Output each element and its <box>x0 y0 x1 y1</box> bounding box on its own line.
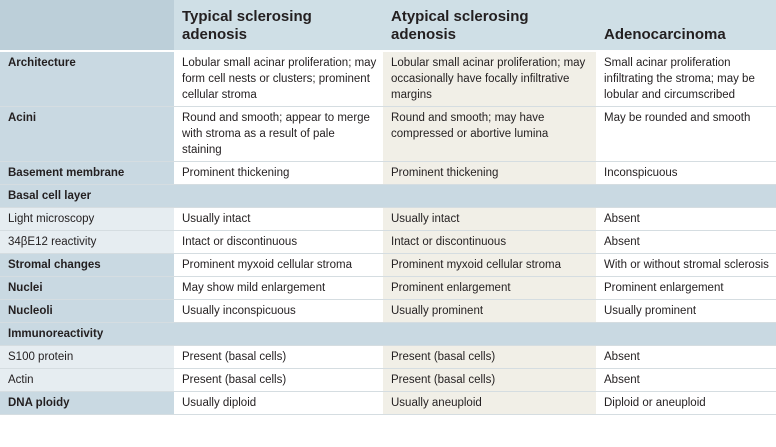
section-row <box>0 323 776 346</box>
cell-atypical: Usually intact <box>383 208 596 231</box>
table-row <box>0 277 776 300</box>
cell-typical: Intact or discontinuous <box>174 231 383 254</box>
cell-atypical: Usually prominent <box>383 300 596 323</box>
cell-adenocarcinoma: Absent <box>596 208 776 231</box>
row-label: Stromal changes <box>0 254 174 277</box>
cell-adenocarcinoma: Diploid or aneuploid <box>596 392 776 415</box>
cell-typical: Usually intact <box>174 208 383 231</box>
row-label: Basement membrane <box>0 162 174 185</box>
section-row <box>0 185 776 208</box>
table-row <box>0 254 776 277</box>
table-row <box>0 162 776 185</box>
cell-atypical: Intact or discontinuous <box>383 231 596 254</box>
cell-atypical: Round and smooth; may have compressed or abortive lumina <box>383 107 596 162</box>
row-label: DNA ploidy <box>0 392 174 415</box>
cell-typical: Prominent myxoid cellular stroma <box>174 254 383 277</box>
header-row <box>0 0 776 51</box>
table-header <box>0 0 776 51</box>
cell-adenocarcinoma: Prominent enlargement <box>596 277 776 300</box>
table-body <box>0 51 776 415</box>
cell-adenocarcinoma: May be rounded and smooth <box>596 107 776 162</box>
table-row <box>0 51 776 107</box>
table-row <box>0 107 776 162</box>
row-label: Nuclei <box>0 277 174 300</box>
cell-typical: Usually diploid <box>174 392 383 415</box>
table-row <box>0 231 776 254</box>
cell-typical: Present (basal cells) <box>174 369 383 392</box>
cell-adenocarcinoma: Absent <box>596 231 776 254</box>
section-label: Basal cell layer <box>0 185 776 208</box>
cell-typical: Prominent thickening <box>174 162 383 185</box>
row-label: Acini <box>0 107 174 162</box>
cell-typical: Usually inconspicuous <box>174 300 383 323</box>
header-feature <box>0 0 174 51</box>
cell-atypical: Usually aneuploid <box>383 392 596 415</box>
header-atypical: Atypical sclerosing adenosis <box>383 0 596 51</box>
cell-atypical: Prominent thickening <box>383 162 596 185</box>
table-row <box>0 346 776 369</box>
cell-atypical: Present (basal cells) <box>383 369 596 392</box>
cell-typical: May show mild enlargement <box>174 277 383 300</box>
cell-typical: Present (basal cells) <box>174 346 383 369</box>
table-row <box>0 208 776 231</box>
header-adenocarcinoma: Adenocarcinoma <box>596 0 776 51</box>
section-label: Immunoreactivity <box>0 323 776 346</box>
cell-typical: Round and smooth; appear to merge with stroma as a result of pale staining <box>174 107 383 162</box>
row-label: Actin <box>0 369 174 392</box>
cell-adenocarcinoma: Small acinar proliferation infiltrating the stroma; may be lobular and circumscribed <box>596 51 776 107</box>
row-label: Light microscopy <box>0 208 174 231</box>
row-label: Nucleoli <box>0 300 174 323</box>
row-label: Architecture <box>0 51 174 107</box>
table-row <box>0 300 776 323</box>
cell-adenocarcinoma: With or without stromal sclerosis <box>596 254 776 277</box>
header-typical: Typical sclerosing adenosis <box>174 0 383 51</box>
cell-adenocarcinoma: Absent <box>596 369 776 392</box>
cell-adenocarcinoma: Usually prominent <box>596 300 776 323</box>
cell-adenocarcinoma: Inconspicuous <box>596 162 776 185</box>
cell-atypical: Prominent enlargement <box>383 277 596 300</box>
row-label: 34βE12 reactivity <box>0 231 174 254</box>
cell-atypical: Present (basal cells) <box>383 346 596 369</box>
cell-typical: Lobular small acinar proliferation; may form cell nests or clusters; prominent cellular stroma <box>174 51 383 107</box>
cell-atypical: Prominent myxoid cellular stroma <box>383 254 596 277</box>
table-row <box>0 369 776 392</box>
row-label: S100 protein <box>0 346 174 369</box>
table-row <box>0 392 776 415</box>
cell-adenocarcinoma: Absent <box>596 346 776 369</box>
cell-atypical: Lobular small acinar proliferation; may occasionally have focally infiltrative margins <box>383 51 596 107</box>
